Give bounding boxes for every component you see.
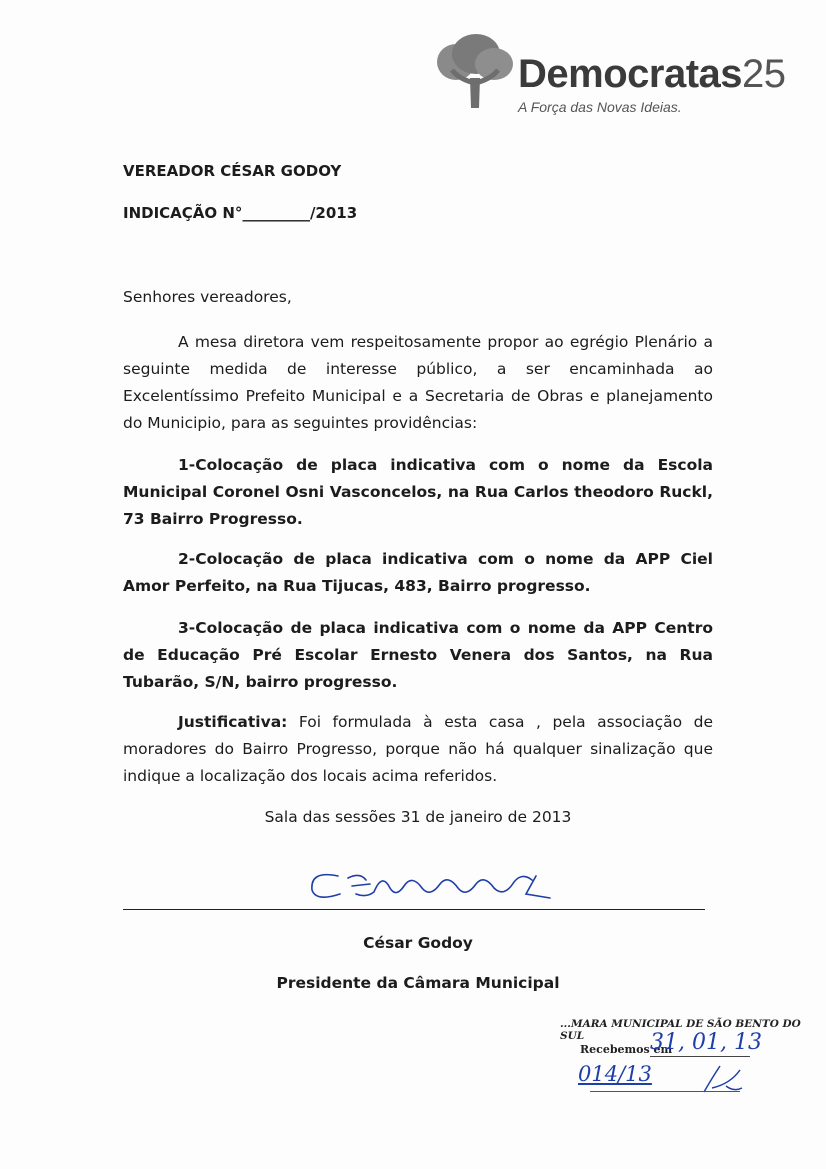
logo-tagline: A Força das Novas Ideias. (518, 99, 682, 115)
place-date: Sala das sessões 31 de janeiro de 2013 (264, 808, 572, 826)
handwritten-signature (300, 858, 560, 910)
item-3: 3-Colocação de placa indicativa com o nome da APP Centro de Educação Pré Escolar Ernesto Venera dos Santos, na Rua Tubarão, S/N, bairro progresso. (123, 619, 713, 691)
stamp-initials (690, 1058, 750, 1098)
stamp-received-label: Recebemos em (580, 1043, 673, 1056)
justification-text: Foi formulada à esta casa , pela associação de moradores do Bairro Progresso, porque não há qualquer sinalização que indique a localização dos locais acima referidos. (123, 713, 713, 785)
justification-paragraph (123, 709, 713, 790)
indicacao-heading (123, 204, 357, 222)
indicacao-year: /2013 (309, 204, 358, 222)
intro-paragraph: A mesa diretora vem respeitosamente propor ao egrégio Plenário a seguinte medida de interesse público, a ser encaminhada ao Excelentíssimo Prefeito Municipal e a Secretaria de Obras e planejamento do Municipio, para as seguintes providências: (123, 333, 713, 432)
stamp-bottom-line (590, 1091, 740, 1092)
logo-number: 25 (742, 52, 786, 96)
signer-name: César Godoy (363, 934, 473, 952)
stamp-title: ...MARA MUNICIPAL DE SÃO BENTO DO SUL (560, 1018, 801, 1042)
signature-line (123, 909, 705, 910)
democratas-tree-logo-icon (436, 34, 514, 114)
logo-name: Democratas25 (518, 52, 786, 96)
item-1: 1-Colocação de placa indicativa com o nome da Escola Municipal Coronel Osni Vasconcelos, na Rua Carlos theodoro Ruckl, 73 Bairro Progresso. (123, 456, 713, 528)
item-2: 2-Colocação de placa indicativa com o nome da APP Ciel Amor Perfeito, na Rua Tijucas, 483, Bairro progresso. (123, 550, 713, 595)
stamp-received-date: 31, 01, 13 (650, 1030, 762, 1055)
indicacao-blank: _________ (242, 204, 310, 222)
stamp-date-line (650, 1056, 750, 1057)
stamp-protocol: 014/13 (578, 1062, 652, 1086)
salutation: Senhores vereadores, (123, 288, 292, 306)
author-heading: VEREADOR CÉSAR GODOY (123, 162, 342, 180)
indicacao-label: INDICAÇÃO N° (123, 204, 243, 222)
justification-label: Justificativa: (178, 713, 288, 731)
signer-title: Presidente da Câmara Municipal (276, 974, 560, 992)
